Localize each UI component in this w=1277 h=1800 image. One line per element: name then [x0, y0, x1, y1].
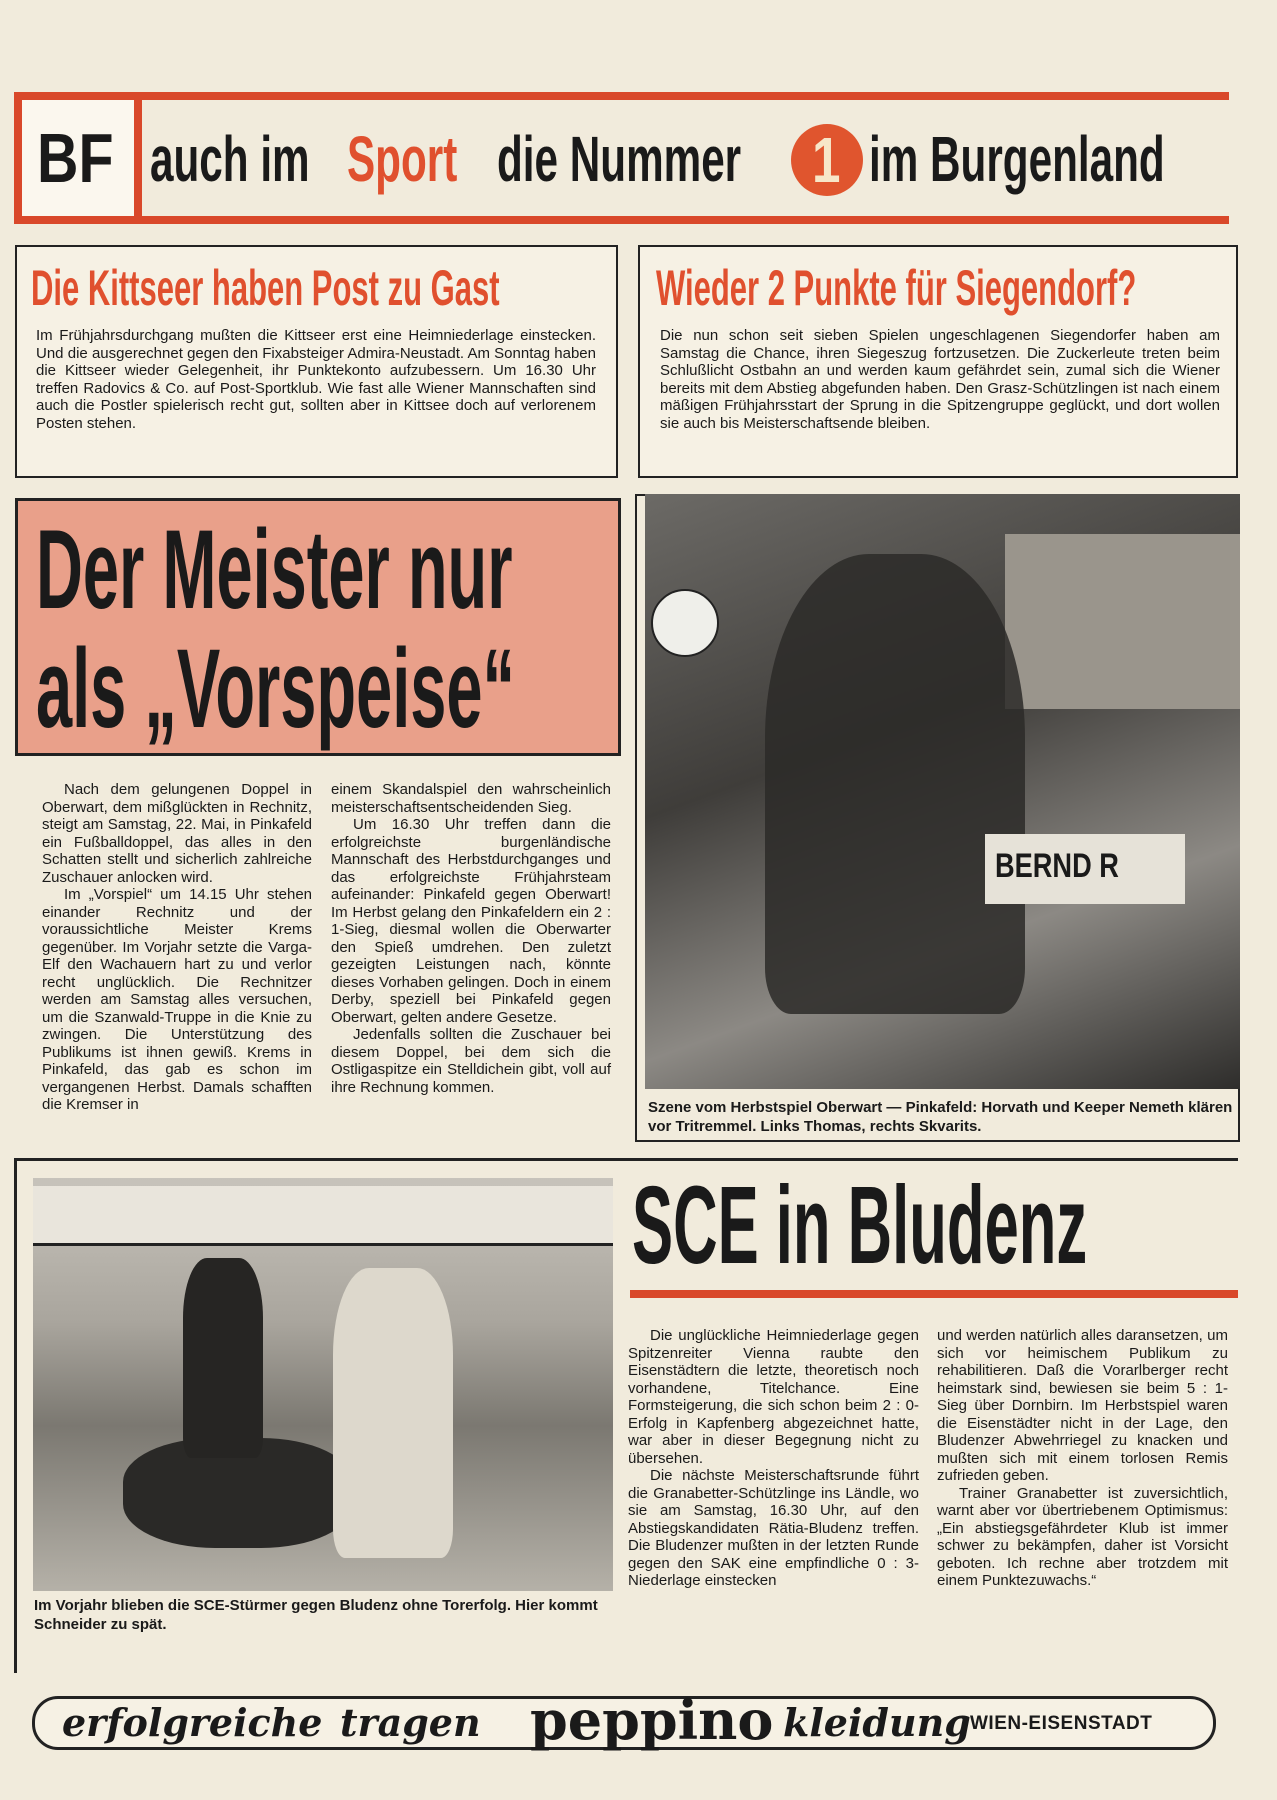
- photo-player-striker: [333, 1268, 453, 1558]
- masthead-text-1: auch im: [150, 123, 310, 195]
- photo-stadium-banner: [33, 1186, 613, 1246]
- paragraph: Im „Vorspiel“ um 14.15 Uhr stehen einander Rechnitz und der voraussichtliche Meister Krems gegenüber. Im Vorjahr setzte die Varga-Elf den Wachauern hart zu und verlor recht unglücklich. Die Rechnitzer werden am Samstag alles versuchen, um die Szanwald-Truppe in die Knie zu zwingen. Die Unterstützung des Publikums ist ihnen gewiß. Krems in Pinkafeld, das gab es schon im vergangenen Herbst. Damals schafften die Kremser in: [42, 886, 312, 1113]
- headline-kittsee: Die Kittseer haben Post zu Gast: [31, 260, 500, 316]
- masthead-logo: BF: [37, 119, 114, 197]
- headline-siegendorf: Wieder 2 Punkte für Siegendorf?: [656, 260, 1137, 316]
- match-photo-bludenz: [33, 1178, 613, 1591]
- advert-location: WIEN-EISENSTADT: [970, 1713, 1153, 1734]
- paragraph: Die nächste Meisterschaftsrunde führt die Granabetter-Schützlinge ins Ländle, wo sie am Samstag, 16.30 Uhr, auf den Abstiegskandidaten Rätia-Bludenz treffen. Die Bludenzer mußten in der letzten Runde gegen den SAK eine empfindliche 0 : 3-Niederlage einstecken: [628, 1467, 919, 1589]
- headline-meister-line2: als „Vorspeise“: [36, 626, 516, 751]
- caption-bludenz: Im Vorjahr blieben die SCE-Stürmer gegen Bludenz ohne Torerfolg. Hier kommt Schneider zu spät.: [34, 1597, 598, 1633]
- photo-ball: [651, 589, 719, 657]
- paragraph: einem Skandalspiel den wahrscheinlich meisterschaftsentscheidenden Sieg.: [331, 781, 611, 816]
- body-sce-col2: [937, 1327, 1228, 1590]
- masthead-top-rule: [14, 92, 1229, 100]
- paragraph: Um 16.30 Uhr treffen dann die erfolgreichste burgenländische Mannschaft des Herbstdurchganges und das erfolgreichste Frühjahrsteam aufeinander: Pinkafeld gegen Oberwart! Im Herbst gelang den Pinkafeldern ein 2 : 1-Sieg, diesmal wollen die Oberwarter den Spieß umdrehen. Den zuletzt gezeigten Leistungen nach, könnte dieses Vorhaben gelingen. Doch in einem Derby, speziell bei Pinkafeld gegen Oberwart, gelten andere Gesetze.: [331, 816, 611, 1026]
- photo-house: [1005, 534, 1240, 709]
- body-kittsee: Im Frühjahrsdurchgang mußten die Kittseer erst eine Heimniederlage einstecken. Und die ausgerechnet gegen den Fixabsteiger Admira-Neustadt. Am Sonntag haben die Kittseer wieder Gelegenheit, ihr Punktekonto aufzubessern. Um 16.30 Uhr treffen Radovics & Co. auf Post-Sportklub. Wie fast alle Wiener Mannschaften sind auch die Postler spielerisch recht gut, sollten aber in Kittsee doch auf verlorenem Posten stehen.: [36, 327, 596, 432]
- body-meister-col2: [331, 781, 611, 1096]
- paragraph: Die unglückliche Heimniederlage gegen Spitzenreiter Vienna raubte den Eisenstädtern die letzte, theoretisch noch vorhandene, Titelchance. Eine Formsteigerung, die sich schon beim 2 : 0-Erfolg in Kapfenberg abgezeichnet hatte, war aber in dieser Begegnung nicht zu übersehen.: [628, 1327, 919, 1467]
- advert-word-2: tragen: [340, 1700, 481, 1745]
- masthead-text-3: im Burgenland: [869, 123, 1165, 195]
- masthead-sport: Sport: [347, 123, 458, 195]
- masthead-bottom-rule: [14, 216, 1229, 224]
- headline-sce-rule: [630, 1290, 1238, 1298]
- body-sce-col1: [628, 1327, 919, 1590]
- advert-word-4: kleidung: [783, 1700, 971, 1745]
- paragraph: Nach dem gelungenen Doppel in Oberwart, dem mißglückten in Rechnitz, steigt am Samstag, 22. Mai, in Pinkafeld ein Fußballdoppel, das alles in den Schatten stellt und sicherlich zahlreiche Zuschauer anlocken wird.: [42, 781, 312, 886]
- headline-sce: SCE in Bludenz: [632, 1164, 1088, 1287]
- caption-oberwart: Szene vom Herbstspiel Oberwart — Pinkafeld: Horvath und Keeper Nemeth klären vor Tritremmel. Links Thomas, rechts Skvarits.: [648, 1099, 1233, 1135]
- sce-photo-border: [14, 1158, 17, 1673]
- paragraph: Trainer Granabetter ist zuversichtlich, warnt aber vor übertriebenem Optimismus: „Ein abstiegsgefährdeter Klub ist immer schwer zu bekämpfen, daher ist Vorsicht geboten. Ich rechne aber trotzdem mit einem Punktezuwachs.“: [937, 1484, 1228, 1589]
- sce-frame-rule: [14, 1158, 1238, 1161]
- body-meister-col1: [42, 781, 312, 1114]
- match-photo-oberwart: [645, 494, 1240, 1089]
- paragraph: Jedenfalls sollten die Zuschauer bei diesem Doppel, bei dem sich die Ostligaspitze ein Stelldichein gibt, voll auf ihre Rechnung kommen.: [331, 1026, 611, 1096]
- photo-player: [765, 554, 1025, 1014]
- paragraph: und werden natürlich alles daransetzen, um sich vor heimischem Publikum zu rehabilitieren. Daß die Vorarlberger recht heimstark sind, bewiesen sie beim 5 : 1-Sieg über Dornbirn. Im Herbstspiel waren die Eisenstädter nicht in der Lage, den Bludenzer Abwehrriegel zu knacken und mußten sich mit einem torlosen Remis zufrieden geben.: [937, 1327, 1228, 1484]
- headline-meister-line1: Der Meister nur: [36, 507, 513, 632]
- masthead-text-2: die Nummer: [497, 123, 742, 195]
- body-siegendorf: Die nun schon seit sieben Spielen ungeschlagenen Siegendorfer haben am Samstag die Chance, ihren Siegeszug fortzusetzen. Die Zuckerleute treten beim Schlußlicht Ostbahn an und werden kaum gefährdet sein, zumal sich die Wiener bereits mit dem Abstieg abgefunden haben. Den Grasz-Schützlingen ist nach einem mäßigen Frühjahrsstart der Sprung in die Spitzengruppe geglückt, und dort wollen sie auch bis Meisterschaftsende bleiben.: [660, 327, 1220, 432]
- advert-brand: peppino: [530, 1688, 774, 1752]
- photo-signboard-text: BERND R: [995, 847, 1119, 885]
- advert-word-1: erfolgreiche: [62, 1700, 323, 1745]
- photo-referee: [183, 1258, 263, 1458]
- number-one-badge-digit: 1: [812, 124, 841, 196]
